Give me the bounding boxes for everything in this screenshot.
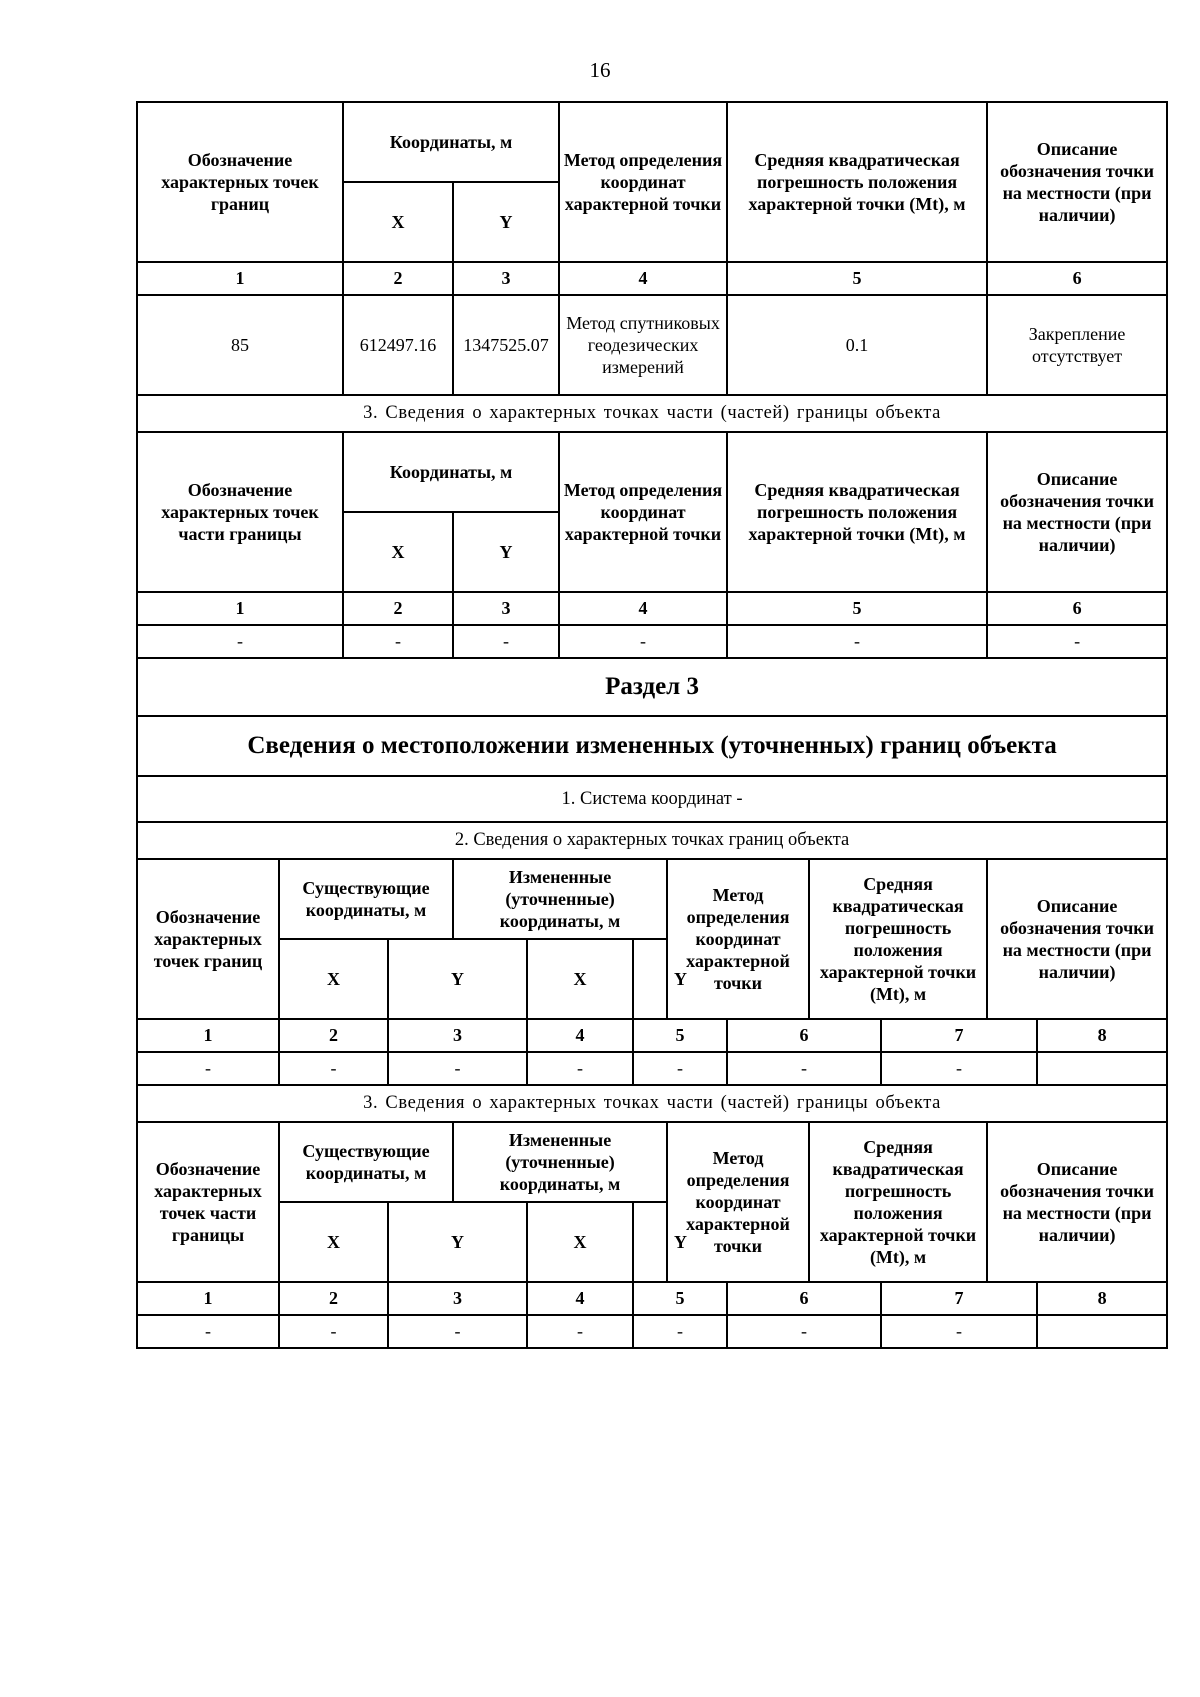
t2-num-5: 5 [727,592,987,625]
t2-head-y: Y [453,512,559,592]
t4-dash-7: - [881,1315,1037,1348]
t1-head-method: Метод определения координат характерной точки [559,102,727,262]
t2-dash-6: - [987,625,1167,658]
t4-dash-8 [1037,1315,1167,1348]
t3-head-point: Обозначение характерных точек границ [137,859,279,1019]
t1-y-value: 1347525.07 [453,295,559,395]
t4-dash-1: - [137,1315,279,1348]
t2-dash-1: - [137,625,343,658]
t3-num-1: 1 [137,1019,279,1052]
t3-dash-1: - [137,1052,279,1085]
t3-num-5: 5 [633,1019,727,1052]
t4-head-y-existing: Y [388,1202,527,1282]
t4-head-desc: Описание обозначения точки на местности (при наличии) [987,1122,1167,1282]
t3-dash-5: - [633,1052,727,1085]
boundary-points-title: 2. Сведения о характерных точках границ объекта [137,822,1167,859]
t3-head-x-changed: X [527,939,633,1019]
t4-dash-6: - [727,1315,881,1348]
t3-head-y-changed: Y [633,939,727,1019]
t3-dash-6: - [727,1052,881,1085]
t2-empty-row [137,625,1167,658]
t1-num-5: 5 [727,262,987,295]
t3-num-8: 8 [1037,1019,1167,1052]
t4-num-8: 8 [1037,1282,1167,1315]
t2-head-point: Обозначение характерных точек части границы [137,432,343,592]
t3-num-2: 2 [279,1019,388,1052]
t2-head-desc: Описание обозначения точки на местности (при наличии) [987,432,1167,592]
t2-column-numbers [137,592,1167,625]
t3-head-x-existing: X [279,939,388,1019]
t3-dash-3: - [388,1052,527,1085]
section-3-heading: Раздел 3 [137,658,1167,716]
t2-head-x: X [343,512,453,592]
t1-error-value: 0.1 [727,295,987,395]
t4-num-7: 7 [881,1282,1037,1315]
t2-head-coords: Координаты, м [343,432,559,512]
t1-num-6: 6 [987,262,1167,295]
t1-num-4: 4 [559,262,727,295]
t1-x-value: 612497.16 [343,295,453,395]
section-3-subtitle: Сведения о местоположении измененных (уточненных) границ объекта [137,716,1167,776]
t4-dash-5: - [633,1315,727,1348]
t4-head-x-changed: X [527,1202,633,1282]
t2-num-6: 6 [987,592,1167,625]
t4-head-point: Обозначение характерных точек части границы [137,1122,279,1282]
t3-column-numbers [137,1019,1167,1052]
t1-num-1: 1 [137,262,343,295]
t2-head-error: Средняя квадратическая погрешность положения характерной точки (Mt), м [727,432,987,592]
t1-head-desc: Описание обозначения точки на местности (при наличии) [987,102,1167,262]
t4-dash-2: - [279,1315,388,1348]
t1-head-error: Средняя квадратическая погрешность положения характерной точки (Mt), м [727,102,987,262]
t4-num-3: 3 [388,1282,527,1315]
t1-head-y: Y [453,182,559,262]
t1-num-2: 2 [343,262,453,295]
t3-head-desc: Описание обозначения точки на местности (при наличии) [987,859,1167,1019]
t1-head-coords: Координаты, м [343,102,559,182]
t1-method-value: Метод спутниковых геодезических измерений [559,295,727,395]
t3-dash-4: - [527,1052,633,1085]
coordinate-system-line: 1. Система координат - [137,776,1167,822]
t1-desc-value: Закрепление отсутствует [987,295,1167,395]
t2-head-method: Метод определения координат характерной точки [559,432,727,592]
t3-num-6: 6 [727,1019,881,1052]
t4-num-1: 1 [137,1282,279,1315]
t3-head-y-existing: Y [388,939,527,1019]
t2-dash-5: - [727,625,987,658]
t4-head-method: Метод определения координат характерной точки [667,1122,809,1282]
t4-dash-3: - [388,1315,527,1348]
section-part-points-title: 3. Сведения о характерных точках части (частей) границы объекта [137,395,1167,432]
t4-num-2: 2 [279,1282,388,1315]
t1-data-row [137,295,1167,395]
t3-dash-8 [1037,1052,1167,1085]
t4-column-numbers [137,1282,1167,1315]
t3-head-existing: Существующие координаты, м [279,859,453,939]
t4-head-y-changed: Y [633,1202,727,1282]
t1-point-value: 85 [137,295,343,395]
t1-column-numbers [137,262,1167,295]
t4-num-5: 5 [633,1282,727,1315]
t4-head-x-existing: X [279,1202,388,1282]
t4-num-4: 4 [527,1282,633,1315]
t2-dash-3: - [453,625,559,658]
t3-head-error: Средняя квадратическая погрешность положения характерной точки (Mt), м [809,859,987,1019]
t2-num-1: 1 [137,592,343,625]
t4-head-existing: Существующие координаты, м [279,1122,453,1202]
t3-head-changed: Измененные (уточненные) координаты, м [453,859,667,939]
t3-num-7: 7 [881,1019,1037,1052]
t3-head-method: Метод определения координат характерной точки [667,859,809,1019]
t2-dash-4: - [559,625,727,658]
boundary-points-table [136,101,1168,1349]
t1-head-x: X [343,182,453,262]
t4-head-error: Средняя квадратическая погрешность положения характерной точки (Mt), м [809,1122,987,1282]
t3-dash-7: - [881,1052,1037,1085]
t3-dash-2: - [279,1052,388,1085]
t4-empty-row [137,1315,1167,1348]
t4-head-changed: Измененные (уточненные) координаты, м [453,1122,667,1202]
t2-num-3: 3 [453,592,559,625]
t1-head-point: Обозначение характерных точек границ [137,102,343,262]
t2-num-2: 2 [343,592,453,625]
t4-num-6: 6 [727,1282,881,1315]
t3-num-4: 4 [527,1019,633,1052]
t2-dash-2: - [343,625,453,658]
section-part-points-title-2: 3. Сведения о характерных точках части (частей) границы объекта [137,1085,1167,1122]
page-number: 16 [589,58,611,82]
t3-num-3: 3 [388,1019,527,1052]
t3-empty-row [137,1052,1167,1085]
t4-dash-4: - [527,1315,633,1348]
t1-num-3: 3 [453,262,559,295]
t2-num-4: 4 [559,592,727,625]
